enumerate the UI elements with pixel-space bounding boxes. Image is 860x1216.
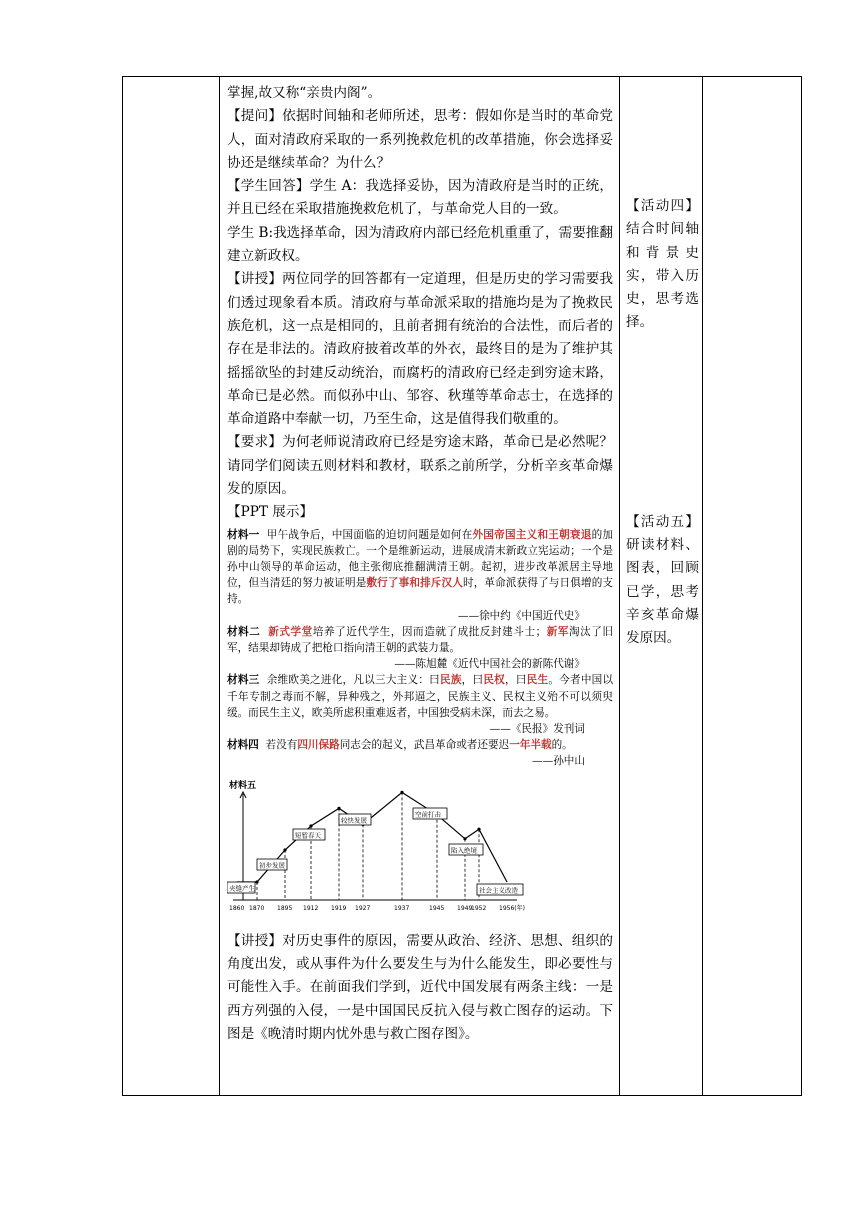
material-4-source: ——孙中山 xyxy=(532,755,585,768)
paragraph-student-answer: 【学生回答】学生 A：我选择妥协，因为清政府是当时的正统，并且已经在采取措施挽救危机了，与革命党人目的一致。 xyxy=(227,178,614,218)
material-4: 材料四 若没有四川保路同志会的起义，武昌革命或者还要迟一年半载的。 xyxy=(227,739,573,752)
material-2: 材料二 新式学堂培养了近代学生，因而造就了成批反封建斗士；新军淘汰了旧军，结果却铸成了把枪口指向清王朝的武装力量。 xyxy=(227,625,614,655)
data-point-1949 xyxy=(463,837,466,840)
data-point-1870 xyxy=(255,880,258,883)
stage-label-6: 社会主义改造 xyxy=(479,886,518,895)
material-1-source: ——徐中约《中国近代史》 xyxy=(457,609,585,622)
stage-label-5: 陷入绝境 xyxy=(451,846,477,855)
x-tick-1927: 1927 xyxy=(355,904,371,912)
label-lecture-2: 【讲授】 xyxy=(227,932,283,949)
material-2-source: ——陈旭麓《近代中国社会的新陈代谢》 xyxy=(394,658,585,671)
x-tick-1895: 1895 xyxy=(277,904,293,912)
data-point-1937 xyxy=(400,790,403,793)
x-tick-1949: 1949 xyxy=(457,904,473,912)
chart-title: 材料五 xyxy=(229,780,257,791)
empty-left-cell xyxy=(123,77,220,1096)
paragraph-requirement: 【要求】为何老师说清政府已经是穷途末路，革命已是必然呢？请同学们阅读五则材料和教材，联系之前所学，分析辛亥革命爆发的原因。 xyxy=(227,434,613,498)
x-tick-1956: 1956(年) xyxy=(499,904,525,912)
teaching-process-cell xyxy=(220,77,620,1096)
paragraph-lecture: 【讲授】两位同学的回答都有一定道理，但是历史的学习需要我们透过现象看本质。清政府与革命派采取的措施均是为了挽救民族危机，这一点是相同的，且前者拥有统治的合法性，而后者的存在是非法的。清政府披着改革的外衣，最终目的是为了维护其摇摇欲坠的封建反动统治，而腐朽的清政府已经走到穷途末路，革命已是必然。而似孙中山、邹容、秋瑾等革命志士，在选择的革命道路中奉献一切，乃至生命，这是值得我们敬重的。 xyxy=(227,271,613,428)
label-question: 【提问】 xyxy=(227,108,283,125)
label-student-answer: 【学生回答】 xyxy=(227,178,310,195)
paragraph-1: 掌握,故又称“亲贵内阁”。 xyxy=(227,85,382,101)
x-tick-1912: 1912 xyxy=(303,904,319,912)
stage-label-1: 初步发展 xyxy=(259,861,285,870)
data-point-1912 xyxy=(309,824,312,827)
stage-label-3: 较快发展 xyxy=(341,816,367,825)
x-tick-1919: 1919 xyxy=(331,904,347,912)
x-tick-1945: 1945 xyxy=(429,904,445,912)
paragraph-student-b: 学生 B:我选择革命，因为清政府内部已经危机重重了，需要推翻建立新政权。 xyxy=(227,224,613,265)
material-1: 材料一 甲午战争后，中国面临的迫切问题是如何在外国帝国主义和王朝衰退的加剧的局势下，实现民族救亡。一个是维新运动，进展成清末新政立宪运动；一个是孙中山领导的革命运动，他主张彻底推翻满清王朝。起初，进步改革派居主导地位，但当清廷的努力被证明是敷行了事和排斥汉人时，革命派获得了与日俱增的支持。 xyxy=(227,528,614,606)
materials-box xyxy=(227,527,613,770)
material-3-source: ——《民报》发刊词 xyxy=(489,723,585,736)
x-tick-1870: 1870 xyxy=(249,904,265,912)
paragraph-ppt: 【PPT 展示】 xyxy=(227,504,314,521)
label-lecture: 【讲授】 xyxy=(227,271,283,288)
x-tick-1952: 1952 xyxy=(471,904,487,912)
paragraph-lecture-2: 【讲授】对历史事件的原因，需要从政治、经济、思想、组织的角度出发，或从事件为什么要发生与为什么能发生，即必要性与可能性入手。在前面我们学到，近代中国发展有两条主线：一是西方列强的入侵，一是中国国民反抗入侵与救亡图存的运动。下图是《晚清时期内忧外患与救亡图存图》。 xyxy=(227,932,613,1042)
national-capitalism-chart xyxy=(227,776,527,926)
stage-label-2: 短暂春天 xyxy=(295,831,321,840)
empty-right-cell xyxy=(703,77,802,1096)
stage-label-4: 空前打击 xyxy=(415,810,441,819)
activity-cell xyxy=(620,77,703,1096)
label-requirement: 【要求】 xyxy=(227,434,283,451)
material-5-chart xyxy=(227,776,613,930)
data-point-1919 xyxy=(337,806,340,809)
x-tick-1937: 1937 xyxy=(394,904,410,912)
x-tick-1860: 1860 xyxy=(229,904,245,912)
paragraph-question: 【提问】依据时间轴和老师所述，思考：假如你是当时的革命党人，面对清政府采取的一系列挽救危机的改革措施，你会选择妥协还是继续革命？为什么？ xyxy=(227,108,613,171)
activity-four-note: 【活动四】结合时间轴和背景史实，带入历史，思考选择。 xyxy=(626,198,699,331)
activity-five-note: 【活动五】研读材料、图表，回顾已学，思考辛亥革命爆发原因。 xyxy=(626,513,699,647)
lesson-plan-table xyxy=(122,76,802,1096)
data-point-1952 xyxy=(477,827,480,830)
material-3: 材料三 余维欧美之进化，凡以三大主义：曰民族，曰民权，曰民生。今者中国以千年专制之毒而不解，异种残之，外邦逼之，民族主义、民权主义殆不可以须臾缓。而民生主义，欧美所虑积重难返者，中国独受病未深，而去之易。 xyxy=(227,674,614,719)
stage-label-0: 夹缝产生 xyxy=(229,884,255,893)
data-point-1895 xyxy=(283,848,286,851)
